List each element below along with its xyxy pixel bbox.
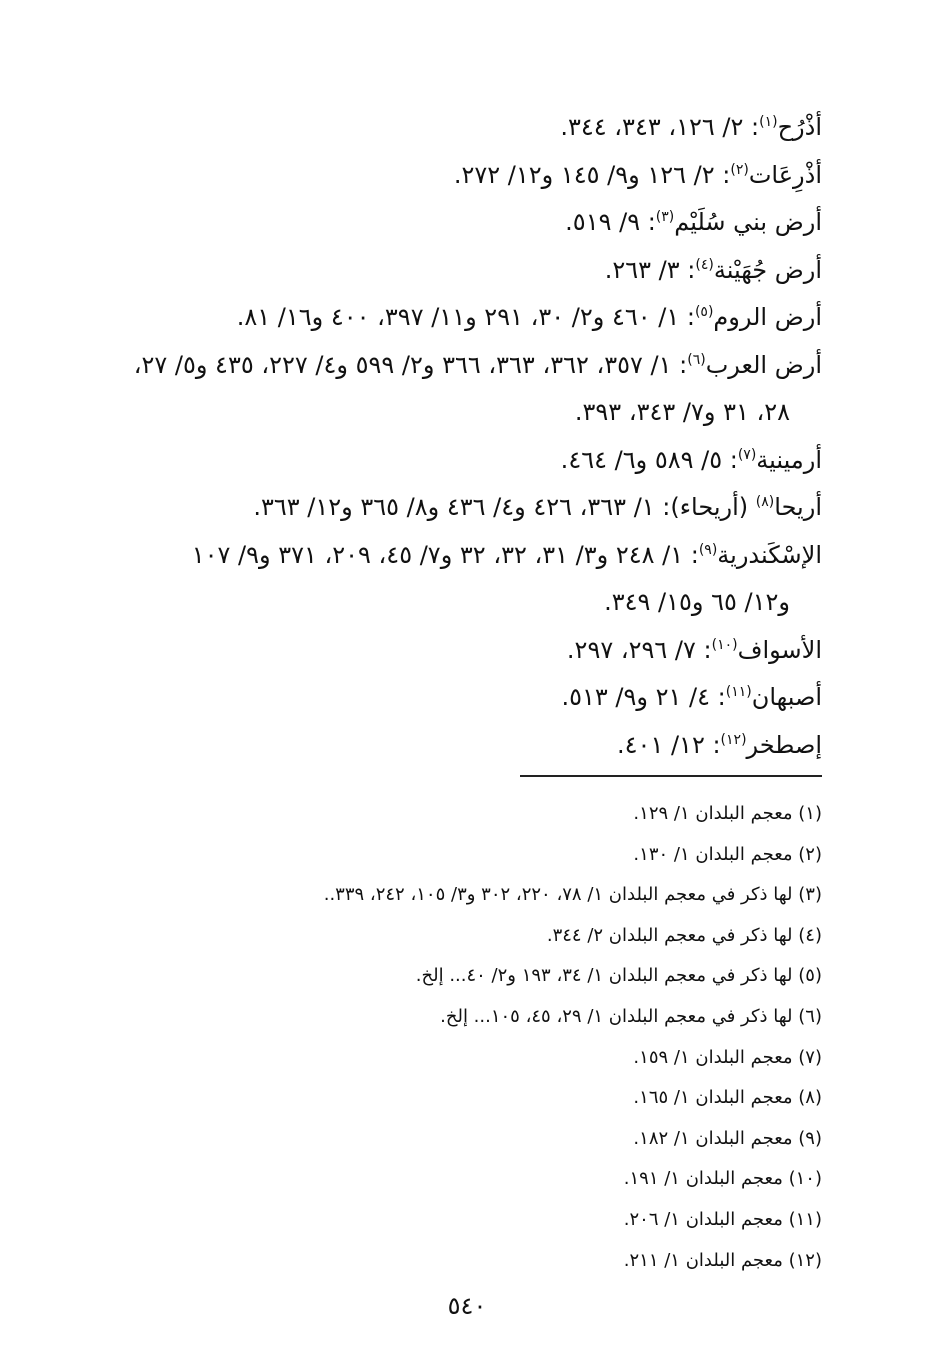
entry-references: : ١٢/ ٤٠١. <box>617 730 721 759</box>
entry-name: أرض بني سُلَيْم <box>674 208 822 236</box>
index-entries <box>62 104 822 769</box>
footnote-ref: (١) <box>759 114 778 130</box>
footnote-separator <box>520 775 822 777</box>
footnote: (٩) معجم البلدان ١/ ١٨٢. <box>633 1127 822 1149</box>
footnote: (٢) معجم البلدان ١/ ١٣٠. <box>633 843 822 865</box>
index-entry <box>62 199 822 247</box>
footnote-ref: (٣) <box>655 209 675 225</box>
entry-continuation: ٢٨، ٣١ و٧/ ٣٤٣، ٣٩٣. <box>574 398 790 426</box>
entry-references: : ١/ ٣٥٧، ٣٦٢، ٣٦٣، ٣٦٦ و٢/ ٥٩٩ و٤/ ٢٢٧، ٤٣٥ و٥/ ٢٧، <box>133 350 688 379</box>
footnote: (٥) لها ذكر في معجم البلدان ١/ ٣٤، ١٩٣ و٢/ ٤٠... إلخ. <box>415 965 822 987</box>
entry-references: : ٢/ ١٢٦، ٣٤٣، ٣٤٤. <box>560 113 760 141</box>
entry-name: أرض جُهَيْنة <box>713 255 822 284</box>
entry-name: أذْرِعَات <box>748 160 822 189</box>
index-entry <box>62 342 822 437</box>
entry-references: : ٧/ ٢٩٦، ٢٩٧. <box>566 635 712 664</box>
index-entry <box>62 627 822 675</box>
entry-name: أريحا <box>774 493 822 521</box>
entry-references: : ٩/ ٥١٩. <box>565 208 656 236</box>
entry-references: (أريحاء): ١/ ٣٦٣، ٤٢٦ و٤/ ٤٣٦ و٨/ ٣٦٥ و١٢/ ٣٦٣. <box>253 493 756 521</box>
entry-continuation: و١٢/ ٦٥ و١٥/ ٣٤٩. <box>604 588 790 616</box>
index-entry <box>62 247 822 295</box>
footnote-ref: (٨) <box>755 494 775 510</box>
entry-name: أرض العرب <box>705 350 822 379</box>
footnote: (١٠) معجم البلدان ١/ ١٩١. <box>623 1168 822 1190</box>
footnote-ref: (٩) <box>698 541 718 558</box>
index-entry <box>62 104 822 152</box>
index-entry <box>62 152 822 200</box>
footnote: (٧) معجم البلدان ١/ ١٥٩. <box>633 1046 822 1068</box>
entry-name: الأسواف <box>737 635 822 664</box>
entry-references: : ٥/ ٥٨٩ و٦/ ٤٦٤. <box>560 445 738 474</box>
footnote-ref: (٢) <box>730 161 749 178</box>
footnote-ref: (٤) <box>695 256 714 273</box>
footnote-ref: (٦) <box>687 351 706 368</box>
index-entry <box>62 532 822 627</box>
entry-references: : ٤/ ٢١ و٩/ ٥١٣. <box>561 683 726 711</box>
footnote-ref: (١١) <box>725 684 752 700</box>
footnote: (٤) لها ذكر في معجم البلدان ٢/ ٣٤٤. <box>546 924 822 946</box>
entry-name: أصبهان <box>751 683 822 711</box>
entry-name: إصطخر <box>746 730 822 759</box>
page-number: ٥٤٠ <box>447 1292 487 1320</box>
footnote-ref: (١٠) <box>711 636 738 653</box>
entry-references: : ١/ ٤٦٠ و٢/ ٣٠، ٢٩١ و١١/ ٣٩٧، ٤٠٠ و١٦/ ٨١. <box>236 303 695 331</box>
footnote: (١١) معجم البلدان ١/ ٢٠٦. <box>623 1208 822 1230</box>
footnote-ref: (١٢) <box>720 731 747 748</box>
entry-references: : ٢/ ١٢٦ و٩/ ١٤٥ و١٢/ ٢٧٢. <box>453 160 731 189</box>
index-entry <box>62 484 822 532</box>
index-entry <box>62 437 822 485</box>
footnote: (٣) لها ذكر في معجم البلدان ١/ ٧٨، ٢٢٠، ٣٠٢ و٣/ ١٠٥، ٢٤٢، ٣٣٩.. <box>323 884 822 906</box>
entry-name: أذْرُح <box>777 113 822 141</box>
footnotes <box>62 794 822 1281</box>
entry-references: : ٣/ ٢٦٣. <box>604 255 696 284</box>
entry-name: أرمينية <box>756 445 822 474</box>
footnote: (٨) معجم البلدان ١/ ١٦٥. <box>633 1087 822 1109</box>
entry-name: الإسْكَندرية <box>717 540 822 569</box>
index-entry <box>62 722 822 770</box>
entry-references: : ١/ ٢٤٨ و٣/ ٣١، ٣٢، ٣٢ و٧/ ٤٥، ٢٠٩، ٣٧١ و٩/ ١٠٧ <box>191 540 699 569</box>
footnote: (١٢) معجم البلدان ١/ ٢١١. <box>623 1249 822 1271</box>
index-entry <box>62 674 822 722</box>
index-entry <box>62 294 822 342</box>
footnote: (٦) لها ذكر في معجم البلدان ١/ ٢٩، ٤٥، ١٠٥... إلخ. <box>440 1005 822 1027</box>
footnote-ref: (٧) <box>737 446 757 463</box>
footnote: (١) معجم البلدان ١/ ١٢٩. <box>633 803 822 824</box>
footnote-ref: (٥) <box>694 304 714 320</box>
entry-name: أرض الروم <box>713 303 822 331</box>
